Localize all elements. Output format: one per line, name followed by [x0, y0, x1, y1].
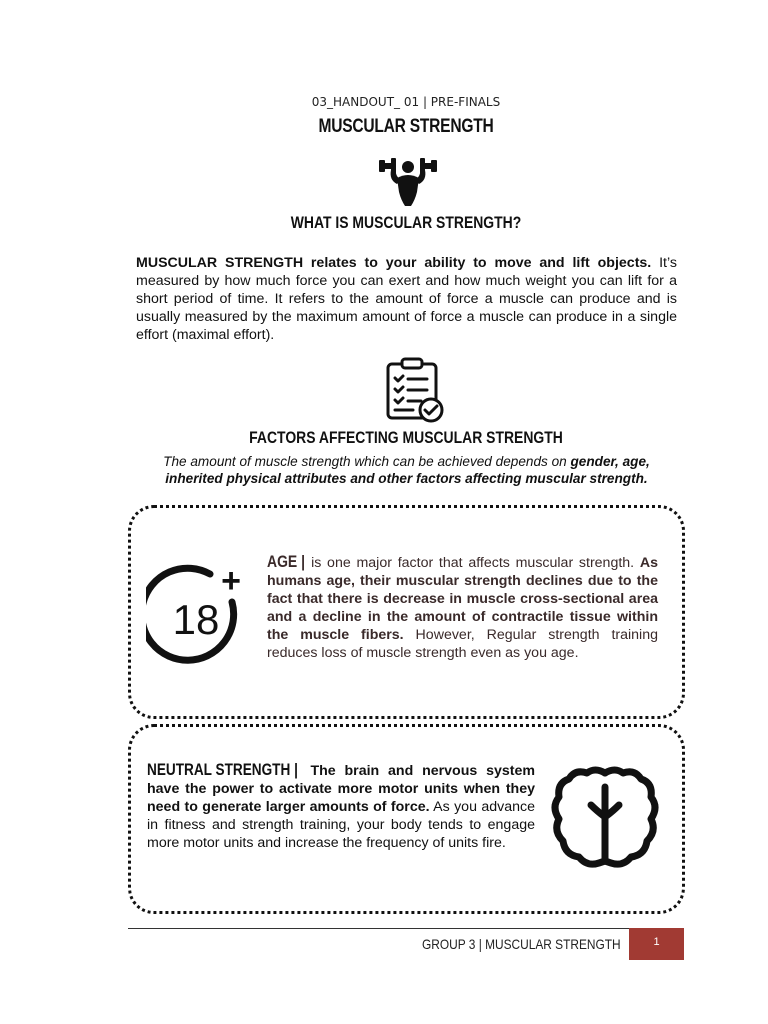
age-label: AGE | [267, 552, 305, 571]
neural-paragraph [147, 761, 535, 852]
factors-intro [136, 453, 677, 487]
what-is-lead: MUSCULAR STRENGTH relates to your ability to move and lift objects. [136, 255, 652, 271]
what-is-paragraph [136, 254, 677, 344]
neural-bold: The brain and nervous system have the power to activate more motor units when they need to generate larger amounts of force. [147, 763, 535, 815]
eighteen-plus-icon [146, 562, 248, 670]
age-lead: is one major factor that affects muscular strength. [305, 555, 640, 571]
what-is-heading: WHAT IS MUSCULAR STRENGTH? [290, 213, 522, 232]
age-paragraph [267, 553, 658, 662]
page-number: 1 [629, 928, 684, 960]
age-icon-plus: + [221, 562, 241, 600]
brain-icon [551, 765, 659, 871]
neural-label: NEUTRAL STRENGTH | [147, 760, 298, 779]
footer-divider [128, 928, 684, 929]
factors-intro-text: The amount of muscle strength which can be achieved depends on [163, 454, 571, 469]
age-icon-number: 18 [172, 596, 220, 643]
flexing-bodybuilder-icon [377, 156, 439, 210]
neural-tail: As you advance in fitness and strength training, your body tends to engage more motor units and increase the frequency of units fire. [147, 799, 535, 851]
footer-label: GROUP 3 | MUSCULAR STRENGTH [422, 936, 621, 952]
factors-heading: FACTORS AFFECTING MUSCULAR STRENGTH [249, 428, 563, 447]
what-is-body: It’s measured by how much force you can exert and how much weight you can lift for a short period of time. It refers to the amount of force a muscle can produce and is usually measured by the maximum amount of force a muscle can produce in a single effort (maximal effort). [136, 255, 677, 343]
page-title: MUSCULAR STRENGTH [318, 116, 494, 137]
clipboard-checklist-icon [383, 356, 449, 424]
age-tail: However, Regular strength training reduces loss of muscle strength even as you age. [267, 627, 658, 661]
document-code: 03_HANDOUT_ 01 | PRE-FINALS [311, 95, 501, 109]
age-bold: As humans age, their muscular strength declines due to the fact that there is decrease in muscle cross-sectional area and a decline in the amount of contractile tissue within the muscle fibers. [267, 555, 658, 643]
factors-intro-bold: gender, age, inherited physical attributes and other factors affecting muscular strength. [165, 454, 650, 486]
